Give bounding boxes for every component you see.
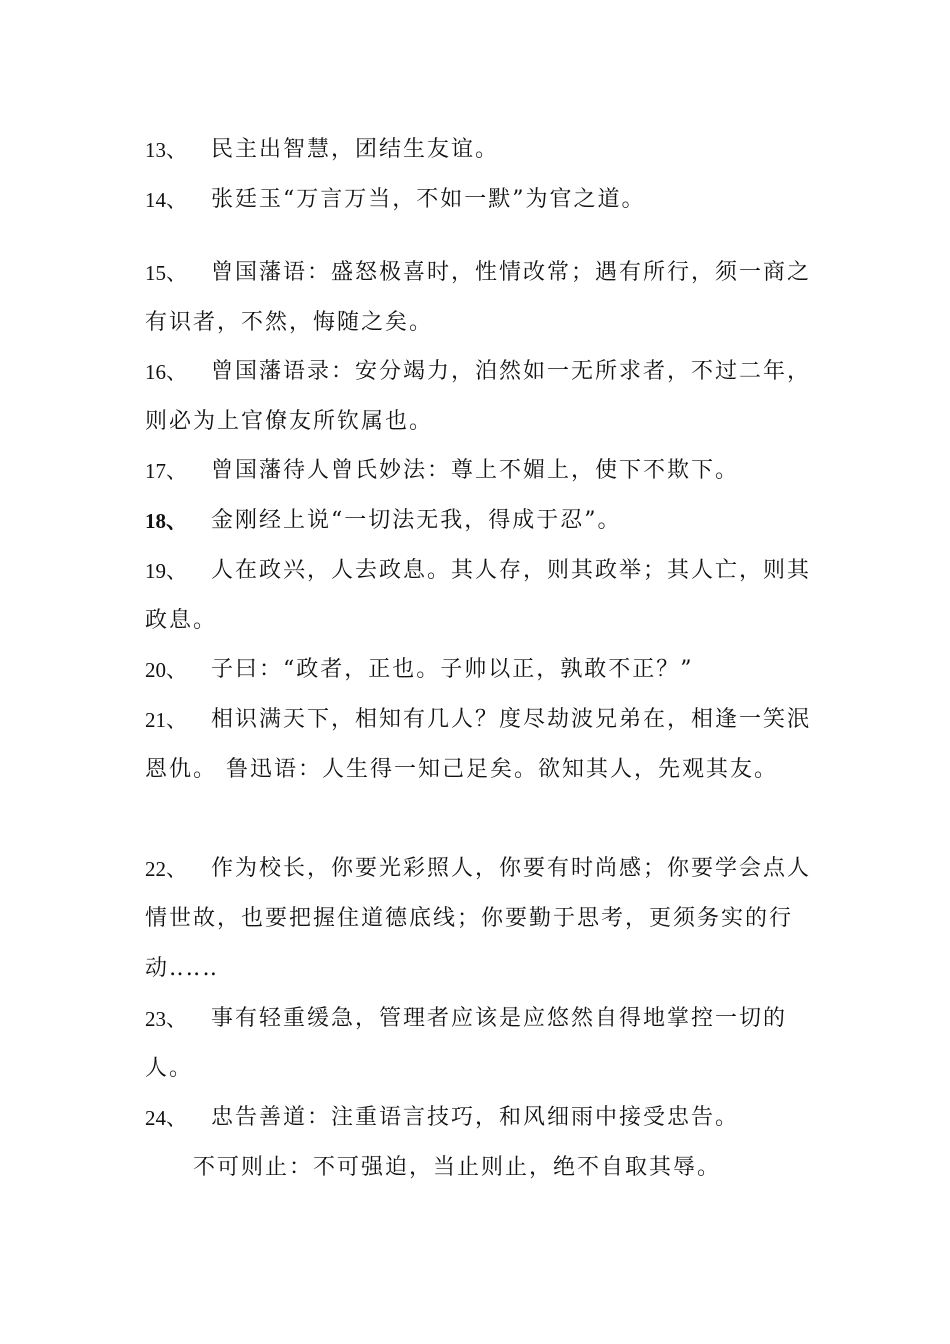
item-text: 曾国藩语录：安分竭力，泊然如一无所求者，不过二年，则必为上官僚友所钦属也。: [145, 359, 812, 434]
item-number: 17、: [145, 459, 187, 483]
list-item: [145, 994, 825, 1094]
list-item: [145, 645, 825, 695]
item-number: 22、: [145, 857, 187, 881]
list-item: [145, 347, 825, 447]
list-item: [145, 175, 825, 225]
item-text: 曾国藩待人曾氏妙法：尊上不媚上，使下不欺下。: [211, 458, 740, 483]
list-item: [145, 446, 825, 496]
item-number: 24、: [145, 1106, 187, 1130]
item-text: 民主出智慧，团结生友谊。: [211, 137, 500, 162]
item-number: 15、: [145, 261, 187, 285]
item-number: 19、: [145, 559, 187, 583]
note-line: 不可则止：不可强迫，当止则止，绝不自取其辱。: [193, 1155, 722, 1180]
item-number: 16、: [145, 360, 187, 384]
item-text: 相识满天下，相知有几人？度尽劫波兄弟在，相逢一笑泯恩仇。 鲁迅语：人生得一知己足矣。欲知其人，先观其友。: [145, 707, 812, 782]
item-number: 13、: [145, 138, 187, 162]
item-number: 20、: [145, 658, 187, 682]
item-text: 张廷玉“万言万当，不如一默”为官之道。: [211, 187, 646, 212]
list-item: [145, 248, 825, 348]
list-item: [145, 546, 825, 646]
item-number: 14、: [145, 188, 187, 212]
item-number: 18、: [145, 509, 187, 533]
item-text: 事有轻重缓急，管理者应该是应悠然自得地掌控一切的人。: [145, 1006, 788, 1081]
item-text: 金刚经上说“一切法无我，得成于忍”。: [211, 508, 622, 533]
list-item: [145, 496, 825, 546]
item-text: 曾国藩语：盛怒极喜时，性情改常；遇有所行，须一商之有识者，不然，悔随之矣。: [145, 260, 812, 335]
item-text: 作为校长，你要光彩照人，你要有时尚感；你要学会点人情世故，也要把握住道德底线；你要勤于思考，更须务实的行动‥‥‥: [145, 856, 812, 981]
list-item: [145, 1093, 825, 1143]
item-number: 23、: [145, 1007, 187, 1031]
list-item: [145, 695, 825, 795]
list-item: [145, 844, 825, 994]
list-item: [145, 125, 825, 175]
item-text: 人在政兴，人去政息。其人存，则其政举；其人亡，则其政息。: [145, 558, 812, 633]
item-number: 21、: [145, 708, 187, 732]
item-text: 忠告善道：注重语言技巧，和风细雨中接受忠告。: [211, 1105, 740, 1130]
item-text: 子曰：“政者，正也。子帅以正，孰敢不正？”: [211, 657, 694, 682]
